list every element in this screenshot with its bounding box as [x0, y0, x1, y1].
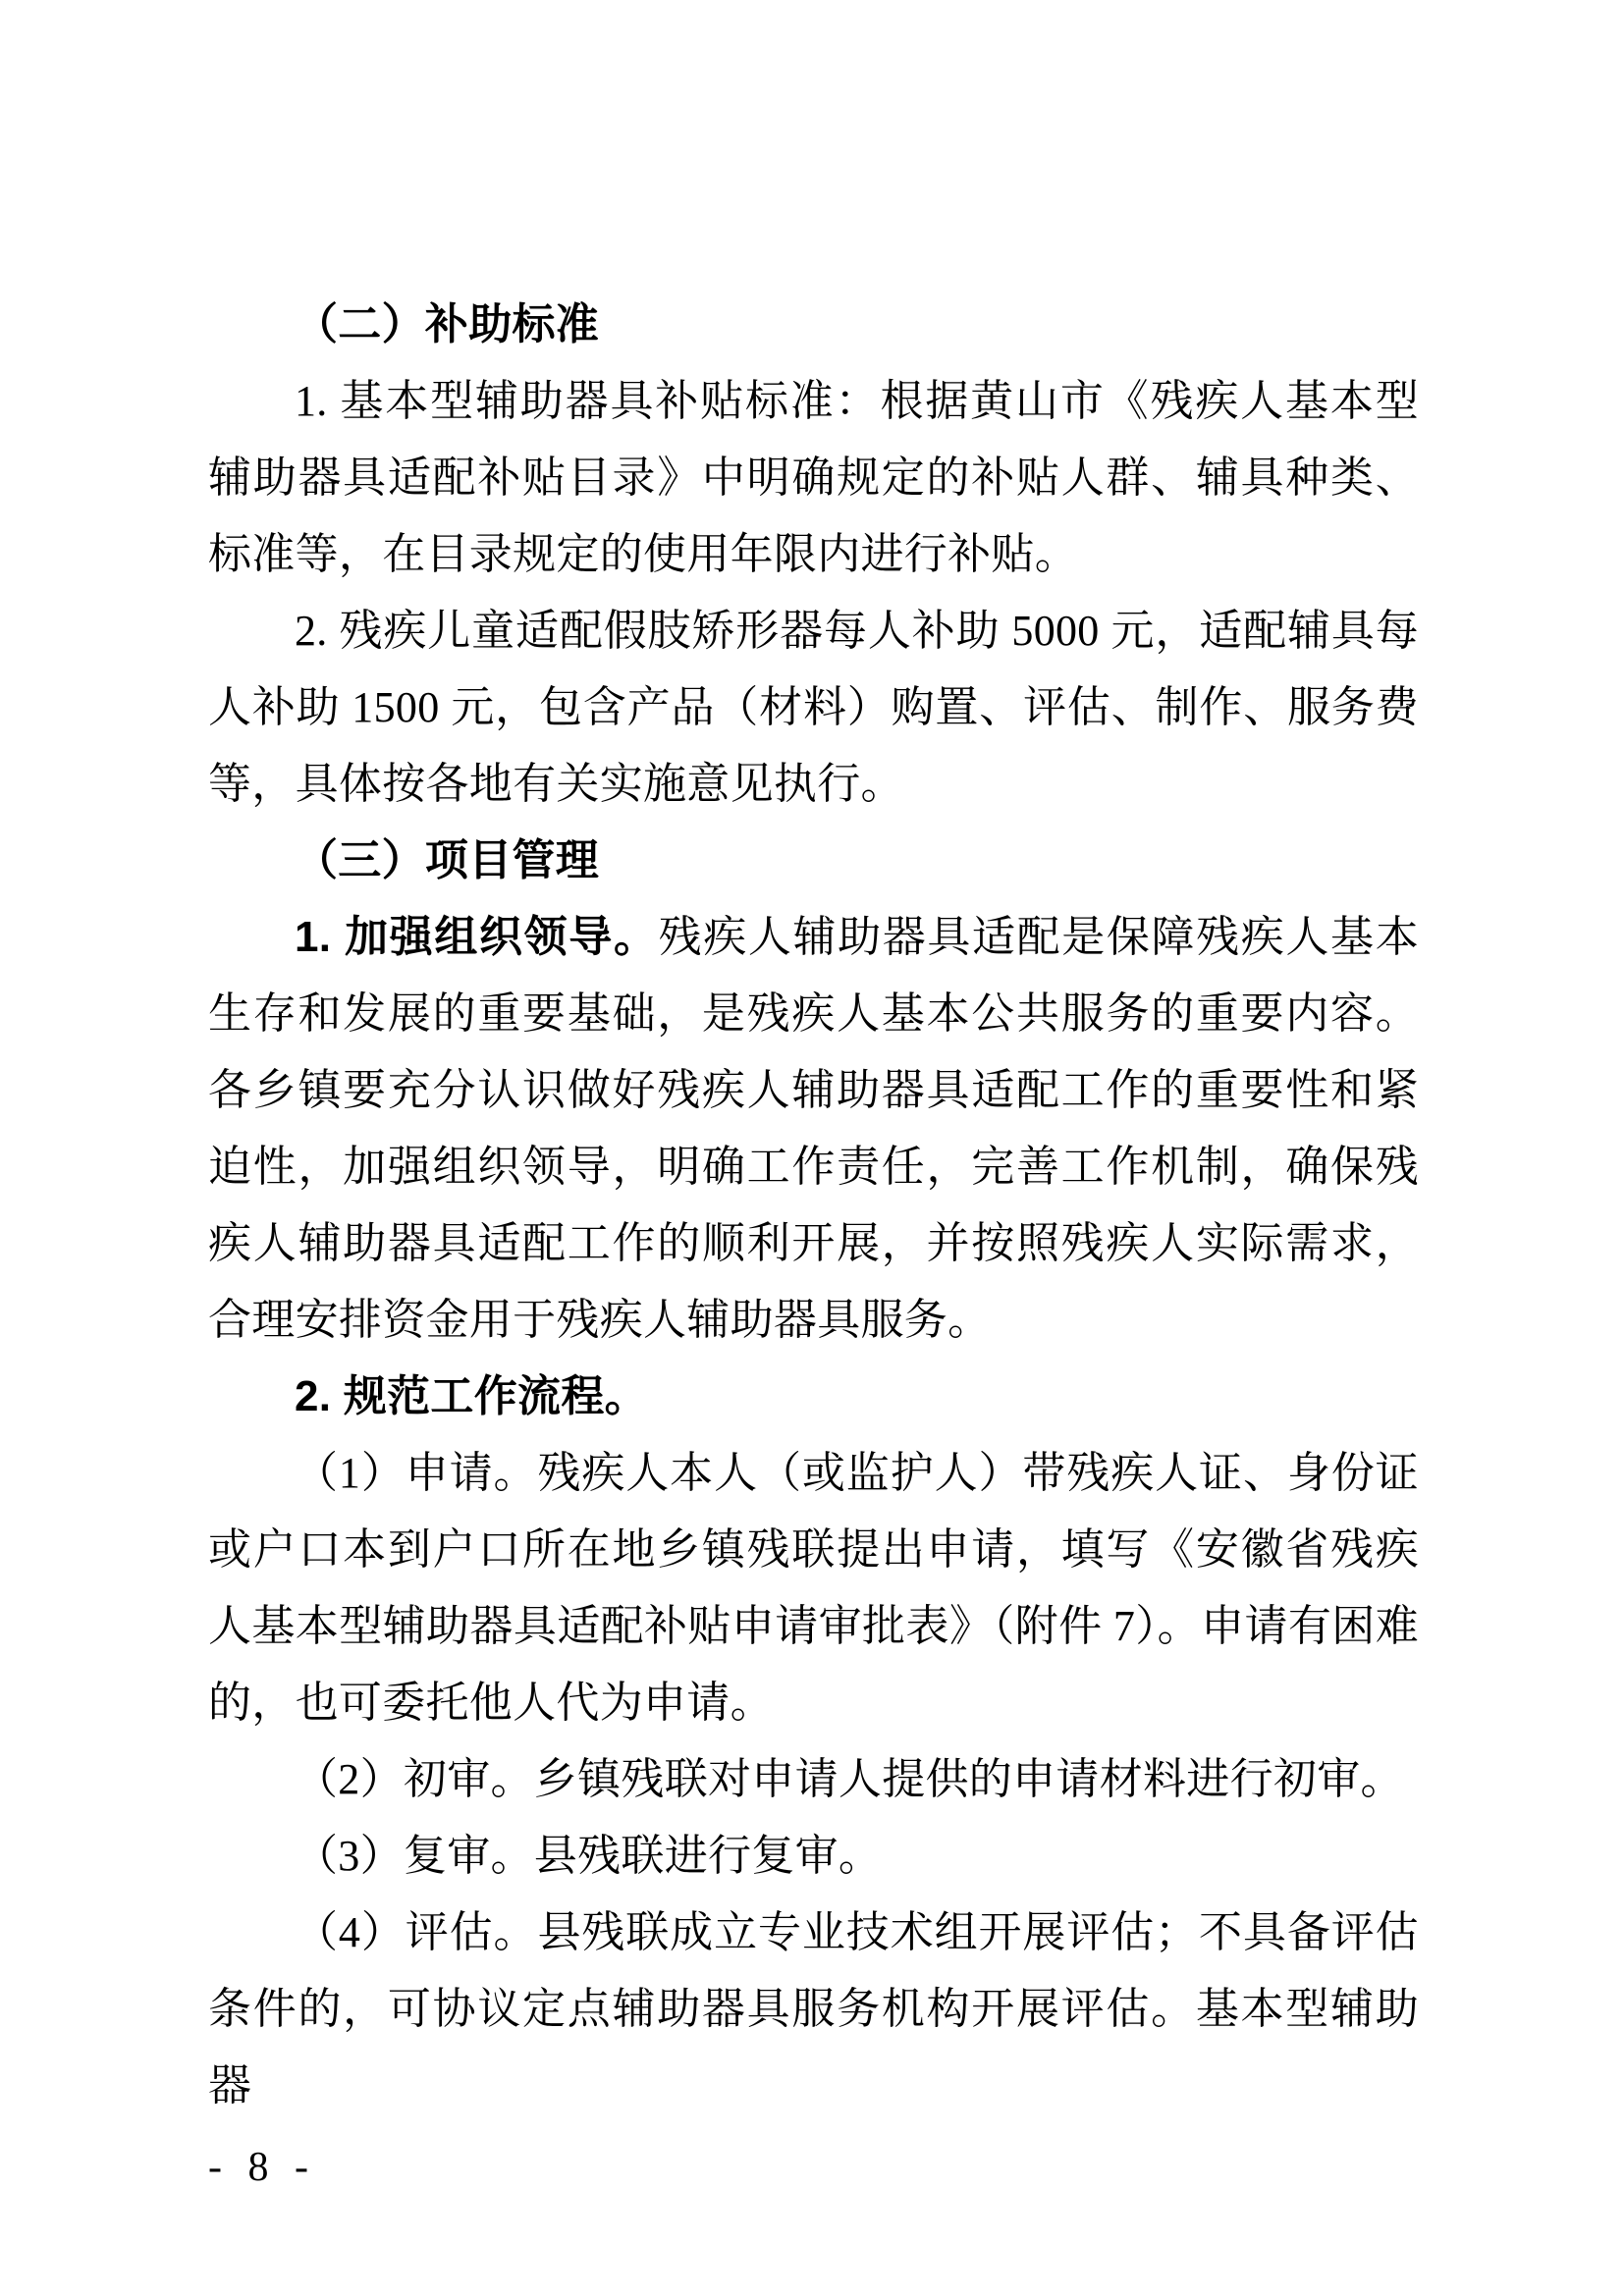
- paragraph-step-evaluation: （4）评估。县残联成立专业技术组开展评估；不具备评估条件的，可协议定点辅助器具服务机构开展评估。基本型辅助器: [208, 1908, 1419, 2109]
- paragraph-step-initial-review: （2）初审。乡镇残联对申请人提供的申请材料进行初审。: [295, 1755, 1404, 1803]
- paragraph-lead: 1. 加强组织领导。: [295, 913, 659, 961]
- paragraph-standardize-workflow: 2. 规范工作流程。: [295, 1372, 648, 1420]
- paragraph-children-subsidy: 2. 残疾儿童适配假肢矫形器每人补助 5000 元，适配辅具每人补助 1500 元，包含产品（材料）购置、评估、制作、服务费等，具体按各地有关实施意见执行。: [208, 607, 1419, 808]
- heading-subsidy-standard: （二）补助标准: [295, 300, 600, 348]
- paragraph-basic-device-standard: 1. 基本型辅助器具补贴标准：根据黄山市《残疾人基本型辅助器具适配补贴目录》中明确规定的补贴人群、辅具种类、标准等，在目录规定的使用年限内进行补贴。: [208, 377, 1419, 578]
- page-number: - 8 -: [208, 2145, 316, 2190]
- paragraph-step-apply: （1）申请。残疾人本人（或监护人）带残疾人证、身份证或户口本到户口所在地乡镇残联提出申请，填写《安徽省残疾人基本型辅助器具适配补贴申请审批表》（附件 7）。申请有困难的，也可委托他人代为申请。: [208, 1449, 1419, 1727]
- heading-project-management: （三）项目管理: [295, 836, 600, 884]
- document-body: [208, 287, 1419, 2124]
- paragraph-text: 残疾人辅助器具适配是保障残疾人基本生存和发展的重要基础，是残疾人基本公共服务的重要内容。各乡镇要充分认识做好残疾人辅助器具适配工作的重要性和紧迫性，加强组织领导，明确工作责任，完善工作机制，确保残疾人辅助器具适配工作的顺利开展，并按照残疾人实际需求，合理安排资金用于残疾人辅助器具服务。: [208, 913, 1419, 1344]
- paragraph-strengthen-leadership: [208, 899, 1419, 1359]
- paragraph-step-re-review: （3）复审。县残联进行复审。: [295, 1832, 883, 1880]
